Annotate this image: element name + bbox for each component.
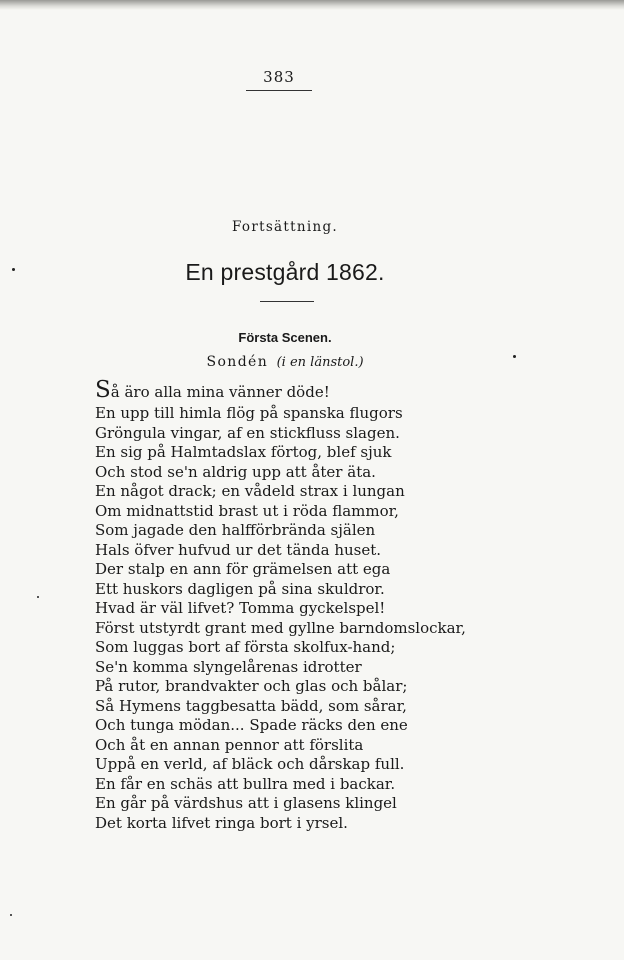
poem-line: Ett huskors dagligen på sina skuldror. [95,579,385,598]
poem-line: Det korta lifvet ringa bort i yrsel. [95,813,348,832]
poem-line: Gröngula vingar, af en stickfluss slagen. [95,423,400,442]
paper-speck [12,268,15,271]
poem-line: Hvad är väl lifvet? Tomma gyckelspel! [95,599,386,617]
paper-speck [513,355,516,358]
poem-line: En går på värdshus att i glasens klingel [95,794,397,812]
poem-line: En upp till himla flög på spanska flugors [95,404,403,422]
poem-line: En får en schäs att bullra med i backar. [95,774,396,793]
poem-line: Och åt en annan pennor att förslita [95,735,364,754]
poem-line: Först utstyrdt grant med gyllne barndomslockar, [95,618,466,637]
poem-line: Som jagade den halfförbrända själen [95,521,376,539]
poem-line: Uppå en verld, af bläck och dårskap full. [95,755,405,773]
paper-speck [10,914,12,916]
poem-text [95,377,495,833]
poem-line: En något drack; en vådeld strax i lungan [95,482,405,500]
section-label: Fortsättning. [231,219,338,235]
poem-line: Der stalp en ann för grämelsen att ega [95,560,391,578]
poem-line: En sig på Halmtadslax förtog, blef sjuk [95,443,392,461]
paper-speck [37,596,39,598]
poem-line: Och tunga mödan... Spade räcks den ene [95,716,408,734]
stage-direction: (i en länstol.) [276,355,364,370]
page-number: 383 [263,68,295,86]
poem-line: Hals öfver hufvud ur det tända huset. [95,540,382,559]
poem-line-text: å äro alla mina vänner döde! [110,383,330,401]
title-rule [260,301,314,302]
speaker-line [140,354,430,370]
poem-line: På rutor, brandvakter och glas och bålar; [95,677,408,695]
scene-heading: Första Scenen. [238,330,332,345]
page-top-edge [0,0,624,10]
poem-line: Så Hymens taggbesatta bädd, som sårar, [95,696,407,715]
poem-title: En prestgård 1862. [185,259,385,285]
poem-line: Som luggas bort af första skolfux-hand; [95,638,396,656]
poem-line [95,377,495,404]
poem-line: Se'n komma slyngelårenas idrotter [95,657,362,676]
poem-line: Om midnattstid brast ut i röda flammor, [95,501,399,520]
speaker-name: Sondén [206,354,269,370]
page-number-rule [246,90,312,91]
poem-line: Och stod se'n aldrig upp att åter äta. [95,462,376,481]
poem-dropcap: S [95,377,111,403]
